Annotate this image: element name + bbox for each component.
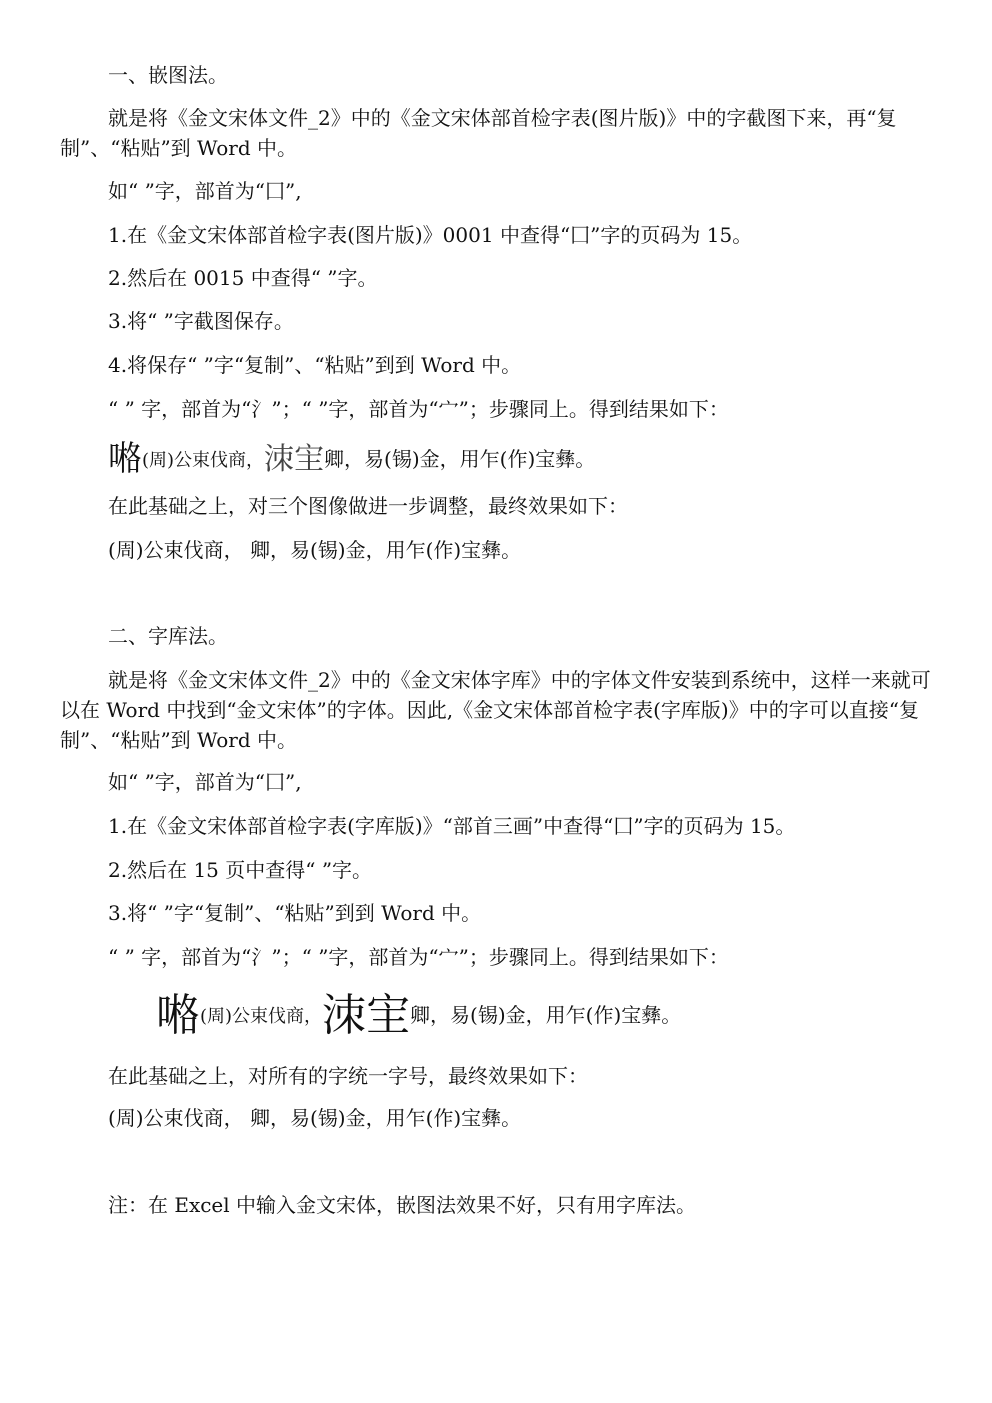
section1-step1: 1.在《金文宋体部首检字表(图片版)》0001 中查得“囗”字的页码为 15。 [108, 223, 753, 247]
section1-other-chars: “ ” 字，部首为“氵”；“ ”字，部首为“宀”；步骤同上。得到结果如下： [108, 397, 729, 421]
section2-result-big-char1: 𠺝 [156, 990, 200, 1041]
section1-result-part2: 卿，易(锡)金，用乍(作)宝彝。 [324, 447, 596, 471]
section1-result-big-char1: 𠺝 [108, 439, 142, 479]
section2-heading: 二、字库法。 [108, 624, 228, 648]
section1-step4: 4.将保存“ ”字“复制”、“粘贴”到到 Word 中。 [108, 353, 522, 377]
note: 注：在 Excel 中输入金文宋体，嵌图法效果不好，只有用字库法。 [108, 1193, 697, 1217]
section2-final-result: (周)公束伐商， 卿，易(锡)金，用乍(作)宝彝。 [108, 1106, 522, 1130]
section2-step3: 3.将“ ”字“复制”、“粘贴”到到 Word 中。 [108, 901, 482, 925]
section1-intro: 就是将《金文宋体文件_2》中的《金文宋体部首检字表(图片版)》中的字截图下来，再“复制”、“粘贴”到 Word 中。 [60, 106, 897, 160]
section1-step3: 3.将“ ”字截图保存。 [108, 309, 294, 333]
section1-result-line [60, 439, 932, 479]
section2-result-part1: (周)公束伐商， [200, 1006, 323, 1027]
section1-heading: 一、嵌图法。 [108, 63, 228, 87]
section2-adjust-text: 在此基础之上，对所有的字统一字号，最终效果如下： [108, 1064, 588, 1088]
section1-result-part1: (周)公束伐商， [142, 450, 265, 471]
section2-result-line [156, 990, 932, 1041]
section1-step2: 2.然后在 0015 中查得“ ”字。 [108, 266, 378, 290]
section2-other-chars: “ ” 字，部首为“氵”；“ ”字，部首为“宀”；步骤同上。得到结果如下： [108, 945, 729, 969]
section2-intro: 就是将《金文宋体文件_2》中的《金文宋体字库》中的字体文件安装到系统中，这样一来就可以在 Word 中找到“金文宋体”的字体。因此,《金文宋体部首检字表(字库版)》中的字可以直接“复制”、“粘贴”到 Word 中。 [60, 668, 931, 752]
section2-result-part2: 卿，易(锡)金，用乍(作)宝彝。 [410, 1003, 682, 1027]
section1-final-result: (周)公束伐商， 卿，易(锡)金，用乍(作)宝彝。 [108, 538, 522, 562]
section1-example: 如“ ”字，部首为“囗”, [108, 179, 302, 203]
section2-example: 如“ ”字，部首为“囗”, [108, 770, 302, 794]
section2-result-big-char2: 洓宔 [322, 990, 411, 1041]
section2-step1: 1.在《金文宋体部首检字表(字库版)》“部首三画”中查得“囗”字的页码为 15。 [108, 814, 796, 838]
section2-step2: 2.然后在 15 页中查得“ ”字。 [108, 858, 373, 882]
section1-result-big-char2: 洓宔 [264, 442, 325, 477]
section1-adjust-text: 在此基础之上，对三个图像做进一步调整，最终效果如下： [108, 494, 628, 518]
